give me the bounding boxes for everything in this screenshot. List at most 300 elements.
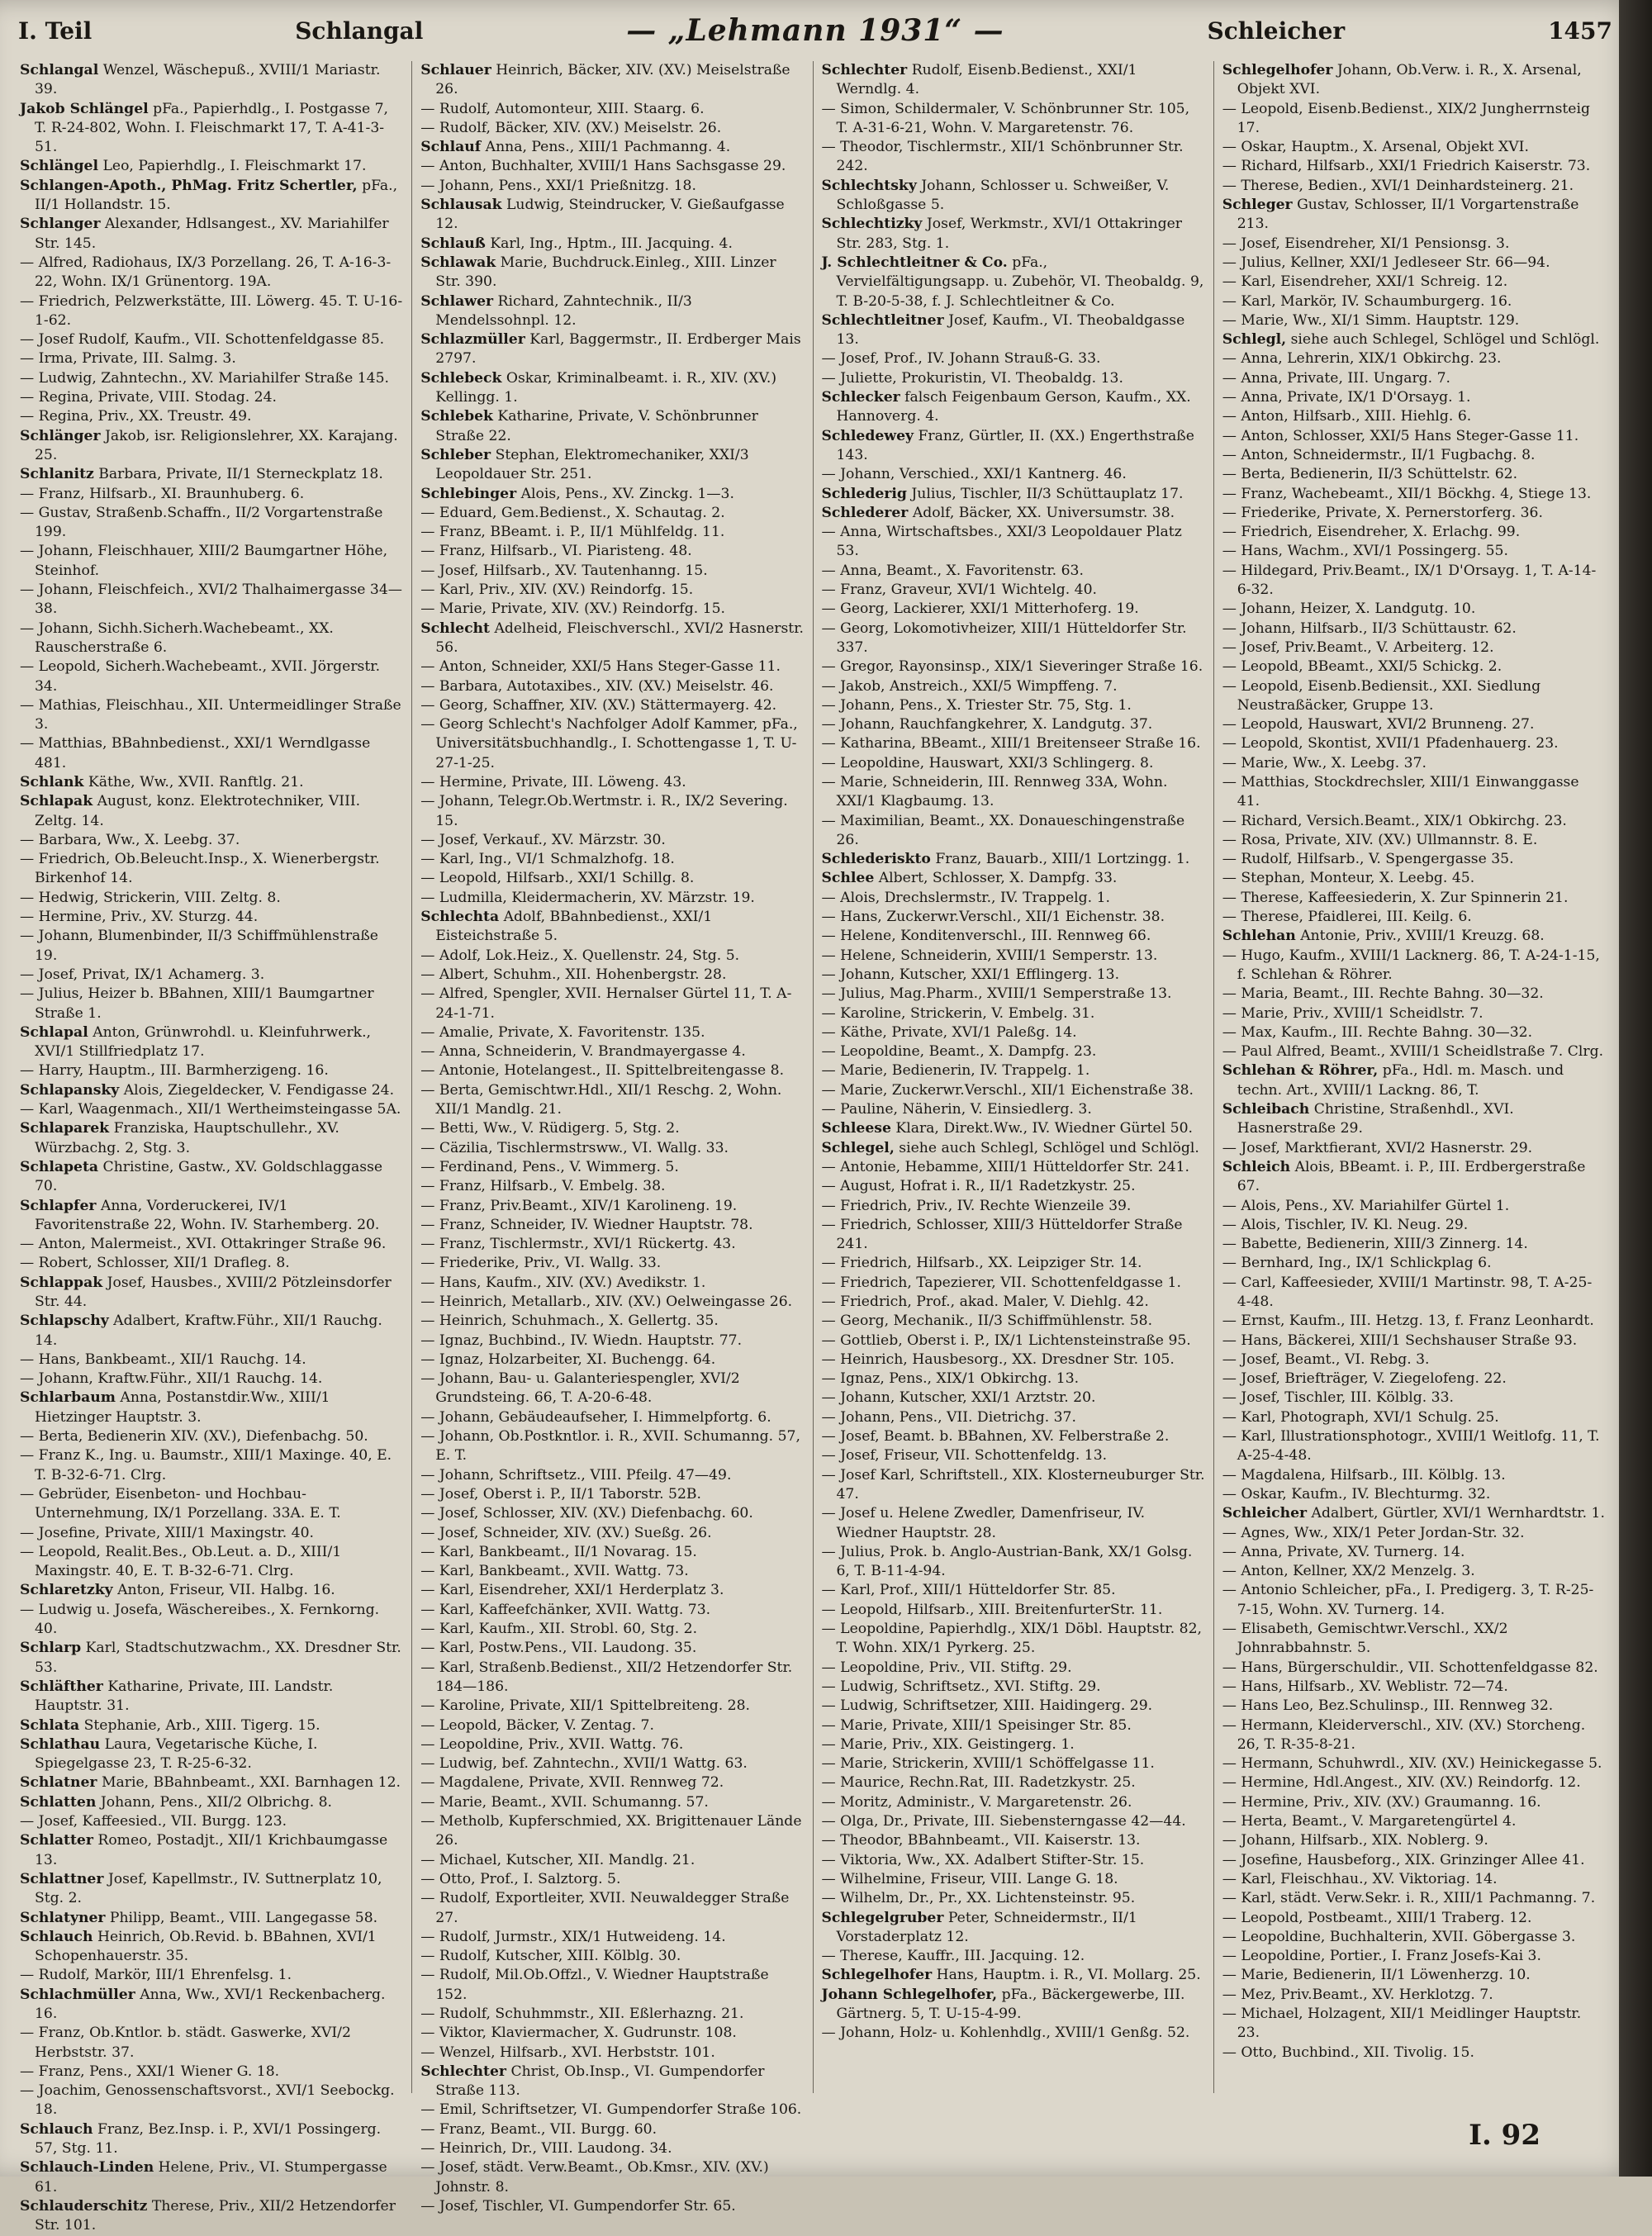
directory-entry (420, 966, 804, 985)
directory-entry (420, 2044, 804, 2063)
entry-details: — Ludwig, Zahntechn., XV. Mariahilfer Straße 145. (20, 369, 390, 387)
entry-details: Peter, Schneidermstr., II/1 Vorstaderplatz 12. (836, 1909, 1137, 1945)
directory-entry (1222, 1235, 1606, 1254)
directory-entry (20, 1427, 403, 1446)
entry-details: Albert, Schlosser, X. Dampfg. 33. (878, 870, 1118, 887)
entry-details: — Cäzilia, Tischlermstrsww., VI. Wallg. 33. (420, 1139, 729, 1156)
directory-entry (822, 1332, 1205, 1351)
entry-details: — Franz K., Ing. u. Baumstr., XIII/1 Maxinge. 40, E. T. B-32-6-71. Clrg. (20, 1447, 392, 1484)
directory-entry (1222, 1831, 1606, 1850)
directory-entry (822, 1754, 1205, 1773)
book-spine-shadow (1619, 0, 1652, 2177)
entry-details: — Elisabeth, Gemischtwr.Verschl., XX/2 Johnrabbahnstr. 5. (1222, 1621, 1508, 1657)
entry-details: — Rudolf, Automonteur, XIII. Staarg. 6. (420, 100, 705, 117)
entry-details: — Heinrich, Hausbesorg., XX. Dresdner Str. 105. (821, 1351, 1175, 1368)
directory-entry (1222, 1851, 1606, 1870)
entry-details: — Leopold, Eisenb.Bedienst., XIX/2 Jungherrnsteig 17. (1222, 100, 1590, 136)
entry-details: — Theodor, Tischlermstr., XII/1 Schönbrunner Str. 242. (821, 139, 1184, 175)
entry-name: Schlederiskto (821, 851, 931, 868)
directory-entry (1222, 235, 1606, 254)
directory-entry (420, 1042, 804, 1061)
directory-entry (822, 1504, 1205, 1543)
entry-details: — Leopold, Hilfsarb., XXI/1 Schillg. 8. (420, 870, 695, 887)
directory-entry (420, 831, 804, 850)
directory-entry (20, 696, 403, 735)
entry-name: Schlebeck (420, 369, 502, 387)
directory-entry (420, 908, 804, 947)
entry-details: Antonie, Priv., XVIII/1 Kreuzg. 68. (1300, 928, 1545, 945)
directory-entry (822, 1909, 1205, 1948)
directory-entry (20, 1023, 403, 1062)
entry-details: — Herta, Beamt., V. Margaretengürtel 4. (1222, 1813, 1517, 1830)
directory-entry (1222, 715, 1606, 734)
directory-entry (20, 1812, 403, 1831)
directory-entry (1222, 1581, 1606, 1620)
entry-details: — Otto, Buchbind., XII. Tivolig. 15. (1222, 2044, 1474, 2061)
entry-details: — Anton, Schneider, XXI/5 Hans Steger-Gasse 11. (420, 658, 781, 676)
entry-name: Schlegelhofer (1222, 62, 1333, 78)
entry-details: — Josef, Oberst i. P., II/1 Taborstr. 52B. (420, 1485, 702, 1503)
directory-entry (1222, 1947, 1606, 1966)
entry-details: — Karl, Photograph, XVI/1 Schulg. 25. (1222, 1408, 1499, 1426)
directory-entry (1222, 1697, 1606, 1716)
directory-entry (822, 966, 1205, 985)
directory-entry (20, 1485, 403, 1524)
directory-entry (1222, 1427, 1606, 1466)
entry-details: — Karl, Waagenmach., XII/1 Wertheimsteingasse 5A. (20, 1101, 401, 1118)
directory-entry (1222, 523, 1606, 542)
directory-entry (822, 947, 1205, 966)
column-3 (814, 61, 1214, 2093)
entry-name: Schlechta (420, 909, 500, 926)
entry-details: — Leopold, Eisenb.Bediensit., XXI. Siedlung Neustraßäcker, Gruppe 13. (1222, 677, 1541, 714)
entry-details: — Heinrich, Metallarb., XIV. (XV.) Oelweingasse 26. (420, 1294, 793, 1310)
entry-details: siehe auch Schlegl, Schlögel und Schlögl. (899, 1139, 1199, 1156)
directory-entry (20, 465, 403, 484)
directory-entry (1222, 369, 1606, 388)
directory-entry (20, 1831, 403, 1870)
entry-details: — Irma, Private, III. Salmg. 3. (20, 350, 236, 368)
directory-entry (1222, 273, 1606, 292)
entry-details: — Leopold, Bäcker, V. Zentag. 7. (420, 1716, 654, 1734)
directory-entry (1222, 1966, 1606, 1985)
entry-details: — Ludwig u. Josefa, Wäschereibes., X. Fernkorng. 40. (20, 1601, 380, 1638)
directory-entry (420, 254, 804, 292)
entry-details: — Franz, Schneider, IV. Wiedner Hauptstr. 78. (420, 1216, 753, 1233)
directory-entry (822, 1889, 1205, 1908)
entry-details: — Karl, Kaufm., XII. Strobl. 60, Stg. 2. (420, 1621, 698, 1638)
entry-details: — Josef, Beamt. b. BBahnen, XV. Felberstraße 2. (821, 1428, 1170, 1446)
entry-details: — Matthias, Stockdrechsler, XIII/1 Einwanggasse 41. (1222, 773, 1579, 810)
directory-entry (420, 1197, 804, 1216)
entry-details: Josef, Werkmstr., XVI/1 Ottakringer Str. 283, Stg. 1. (836, 216, 1182, 252)
directory-entry (20, 292, 403, 331)
directory-entry (822, 1947, 1205, 1966)
entry-name: Schlegelhofer (821, 1967, 933, 1984)
entry-details: — Barbara, Autotaxibes., XIV. (XV.) Meiselstr. 46. (420, 677, 774, 695)
entry-details: — Marie, Private, XIV. (XV.) Reindorfg. 15. (420, 601, 726, 618)
directory-entry (1222, 658, 1606, 676)
entry-details: — Marie, Strickerin, XVIII/1 Schöffelgasse 11. (821, 1755, 1155, 1773)
entry-details: — Franz, Pens., XXI/1 Wiener G. 18. (20, 2063, 280, 2080)
entry-name: Schlauch (20, 2120, 93, 2138)
entry-details: — Leopold, Skontist, XVII/1 Pfadenhauerg. 23. (1222, 735, 1559, 752)
entry-name: Schlauch-Linden (20, 2159, 154, 2177)
entry-details: Anna, Vorderuckerei, IV/1 Favoritenstraße 22, Wohn. IV. Starhemberg. 20. (35, 1197, 380, 1233)
entry-details: — Josef, Tischler, VI. Gumpendorfer Str. 65. (420, 2197, 736, 2215)
entry-details: — Julius, Mag.Pharm., XVIII/1 Semperstraße 13. (821, 985, 1172, 1003)
entry-name: Schlata (20, 1716, 80, 1734)
directory-entry (420, 369, 804, 408)
entry-details: Adalbert, Kraftw.Führ., XII/1 Rauchg. 14. (35, 1313, 382, 1349)
directory-entry (420, 407, 804, 446)
directory-entry (420, 600, 804, 619)
directory-entry (1222, 1274, 1606, 1313)
entry-details: — Viktor, Klaviermacher, X. Gudrunstr. 108. (420, 2025, 737, 2042)
entry-details: — Anton, Schneidermstr., II/1 Fugbachg. 8. (1222, 446, 1536, 463)
entry-details: — Marie, Private, XIII/1 Speisinger Str. 85. (821, 1716, 1132, 1734)
entry-details: — Harry, Hauptm., III. Barmherzigeng. 16. (20, 1062, 329, 1080)
directory-entry (822, 1004, 1205, 1023)
entry-details: — Franz, Hilfsarb., XI. Braunhuberg. 6. (20, 485, 305, 502)
entry-details: — Leopoldine, Buchhalterin, XVII. Göbergasse 3. (1222, 1928, 1576, 1945)
directory-entry (1222, 1023, 1606, 1042)
entry-details: Therese, Priv., XII/2 Hetzendorfer Str. 101. (35, 2197, 396, 2234)
directory-entry (420, 1889, 804, 1928)
entry-name: Schlappak (20, 1274, 103, 1291)
entry-details: — Josef, Schneider, XIV. (XV.) Sueßg. 26. (420, 1524, 712, 1541)
directory-entry (1222, 1061, 1606, 1100)
first-keyword: Schlangal (295, 17, 424, 45)
entry-details: Julius, Tischler, II/3 Schüttauplatz 17. (911, 485, 1184, 502)
entry-details: — Marie, Ww., X. Leebg. 37. (1222, 754, 1427, 771)
directory-entry (420, 523, 804, 542)
entry-details: — Antonie, Hotelangest., II. Spittelbreitengasse 8. (420, 1062, 785, 1080)
entry-details: — Karl, Bankbeamt., XVII. Wattg. 73. (420, 1563, 689, 1580)
entry-details: — Ludwig, Schriftsetz., XVI. Stiftg. 29. (821, 1678, 1101, 1695)
entry-details: Oskar, Kriminalbeamt. i. R., XIV. (XV.) Kellingg. 1. (435, 369, 777, 406)
entry-details: — Marie, Schneiderin, III. Rennweg 33A, Wohn. XXI/1 Klagbaumg. 13. (821, 773, 1168, 810)
entry-details: — Franz, BBeamt. i. P., II/1 Mühlfeldg. 11. (420, 524, 725, 541)
entry-details: — Hildegard, Priv.Beamt., IX/1 D'Orsayg. 1, T. A-14-6-32. (1222, 562, 1597, 599)
entry-details: Romeo, Postadjt., XII/1 Krichbaumgasse 13. (35, 1832, 388, 1868)
entry-details: — Georg, Mechanik., II/3 Schiffmühlenstr. 58. (821, 1313, 1153, 1330)
entry-details: — Anna, Beamt., X. Favoritenstr. 63. (821, 562, 1084, 579)
entry-details: — Johann, Kraftw.Führ., XII/1 Rauchg. 14. (20, 1370, 323, 1388)
entry-details: — Karl, Eisendreher, XXI/1 Schreig. 12. (1222, 273, 1508, 291)
directory-entry (420, 1697, 804, 1716)
entry-details: — Wilhelm, Dr., Pr., XX. Lichtensteinstr. 95. (821, 1890, 1136, 1907)
directory-entry (420, 1620, 804, 1639)
entry-details: — Gottlieb, Oberst i. P., IX/1 Lichtensteinstraße 95. (821, 1332, 1191, 1349)
directory-entry (420, 1735, 804, 1754)
entry-details: — Leopold, Hauswart, XVI/2 Brunneng. 27. (1222, 716, 1535, 733)
entry-details: siehe auch Schlegel, Schlögel und Schlögl. (1290, 331, 1600, 349)
directory-entry (420, 1139, 804, 1158)
entry-name: Schlanitz (20, 466, 94, 483)
entry-details: — Hans, Wachm., XVI/1 Possingerg. 55. (1222, 543, 1508, 560)
directory-entry (420, 542, 804, 561)
entry-details: — Karl, Postw.Pens., VII. Laudong. 35. (420, 1640, 697, 1657)
directory-entry (1222, 1909, 1606, 1928)
directory-entry (420, 1332, 804, 1351)
directory-entry (420, 869, 804, 888)
entry-details: pFa., II/1 Hollandstr. 15. (35, 177, 398, 214)
entry-details: Josef, Kapellmstr., IV. Suttnerplatz 10, Stg. 2. (35, 1870, 382, 1907)
directory-entry (822, 1870, 1205, 1889)
directory-entry (420, 1177, 804, 1196)
entry-details: — Johann, Pens., X. Triester Str. 75, Stg. 1. (821, 696, 1132, 714)
entry-details: — Berta, Gemischtwr.Hdl., XII/1 Reschg. 2, Wohn. XII/1 Mandlg. 21. (420, 1081, 782, 1118)
entry-details: — Johann, Fleischhauer, XIII/2 Baumgartner Höhe, Steinhof. (20, 543, 388, 579)
directory-entry (822, 889, 1205, 908)
entry-details: — Johann, Heizer, X. Landgutg. 10. (1222, 601, 1476, 618)
directory-entry (20, 1100, 403, 1119)
entry-details: — Helene, Schneiderin, XVIII/1 Semperstr. 13. (821, 947, 1158, 964)
entry-details: — Karl, Markör, IV. Schaumburgerg. 16. (1222, 292, 1512, 310)
entry-details: — Marie, Ww., XI/1 Simm. Hauptstr. 129. (1222, 311, 1520, 329)
directory-entry (822, 1100, 1205, 1119)
directory-entry (822, 1697, 1205, 1716)
directory-entry (822, 427, 1205, 466)
directory-entry (1222, 1216, 1606, 1235)
directory-entry (822, 1427, 1205, 1446)
directory-entry (20, 100, 403, 158)
publication-title: — „Lehmann 1931“ — (626, 13, 1004, 48)
entry-details: — Oskar, Hauptm., X. Arsenal, Objekt XVI. (1222, 139, 1529, 156)
entry-details: Franz, Bauarb., XIII/1 Lortzingg. 1. (935, 851, 1190, 868)
entry-name: Schlausak (420, 197, 502, 214)
entry-details: — Karl, städt. Verw.Sekr. i. R., XIII/1 Pachmanng. 7. (1222, 1890, 1596, 1907)
directory-entry (1222, 1620, 1606, 1659)
entry-details: — Josef u. Helene Zwedler, Damenfriseur, IV. Wiedner Hauptstr. 28. (821, 1505, 1146, 1541)
directory-entry (822, 1197, 1205, 1216)
entry-details: — Hermine, Private, III. Löweng. 43. (420, 773, 686, 790)
entry-details: — Georg, Lackierer, XXI/1 Mitterhoferg. 19. (821, 601, 1139, 618)
column-2 (412, 61, 813, 2215)
directory-entry (420, 773, 804, 792)
directory-entry (420, 292, 804, 331)
directory-entry (822, 734, 1205, 753)
directory-entry (822, 1158, 1205, 1177)
entry-details: — Marie, Priv., XVIII/1 Scheidlstr. 7. (1222, 1004, 1483, 1022)
directory-entry (822, 1735, 1205, 1754)
entry-details: — Magdalene, Private, XVII. Rennweg 72. (420, 1774, 724, 1792)
entry-name: Schlederer (821, 504, 909, 521)
directory-entry (20, 2158, 403, 2197)
directory-entry (420, 1427, 804, 1466)
entry-name: Schlauderschitz (20, 2197, 148, 2215)
directory-entry (420, 1504, 804, 1523)
directory-entry (20, 407, 403, 426)
entry-details: — Alois, Tischler, IV. Kl. Neug. 29. (1222, 1216, 1469, 1233)
entry-details: — Johann, Holz- u. Kohlenhdlg., XVIII/1 Genßg. 52. (821, 2025, 1190, 2042)
directory-entry (1222, 754, 1606, 773)
directory-entry (420, 581, 804, 600)
directory-entry (20, 658, 403, 696)
entry-name: Schlebinger (420, 485, 517, 502)
directory-entry (822, 100, 1205, 139)
entry-details: — Franz, Beamt., VII. Burgg. 60. (420, 2120, 657, 2138)
directory-entry (822, 485, 1205, 504)
entry-details: Johann, Pens., XII/2 Olbrichg. 8. (100, 1793, 333, 1811)
entry-details: — Leopoldine, Priv., VII. Stiftg. 29. (821, 1659, 1072, 1676)
entry-name: Schlanger (20, 216, 101, 233)
directory-entry (1222, 620, 1606, 639)
entry-details: — Maria, Beamt., III. Rechte Bahng. 30—32. (1222, 985, 1544, 1003)
directory-entry (822, 927, 1205, 946)
directory-entry (1222, 254, 1606, 273)
entry-details: falsch Feigenbaum Gerson, Kaufm., XX. Hannoverg. 4. (836, 389, 1191, 425)
entry-name: Schledewey (821, 427, 914, 444)
directory-entry (20, 581, 403, 620)
directory-entry (1222, 850, 1606, 869)
entry-details: Adolf, Bäcker, XX. Universumstr. 38. (912, 504, 1175, 521)
entry-details: — Wenzel, Hilfsarb., XVI. Herbststr. 101. (420, 2044, 715, 2061)
entry-details: — Franz, Hilfsarb., V. Embelg. 38. (420, 1178, 666, 1195)
directory-entry (822, 1312, 1205, 1331)
directory-entry (20, 1524, 403, 1543)
entry-name: Schlapeta (20, 1158, 99, 1175)
directory-entry (1222, 1659, 1606, 1678)
entry-details: — Johann, Pens., VII. Dietrichg. 37. (821, 1408, 1076, 1426)
directory-entry (1222, 985, 1606, 1004)
directory-entry (420, 1870, 804, 1889)
entry-name: Schlattner (20, 1870, 104, 1887)
directory-entry (420, 1793, 804, 1812)
entry-details: Alois, Ziegeldecker, V. Fendigasse 24. (123, 1081, 395, 1099)
directory-entry (1222, 177, 1606, 196)
directory-entry (420, 889, 804, 908)
entry-details: Laura, Vegetarische Küche, I. Spiegelgasse 23, T. R-25-6-32. (35, 1735, 318, 1773)
entry-details: — Josef, Beamt., VI. Rebg. 3. (1222, 1351, 1430, 1368)
directory-entry (20, 369, 403, 388)
directory-entry (822, 773, 1205, 812)
directory-entry (822, 581, 1205, 600)
directory-entry (822, 562, 1205, 581)
directory-entry (420, 1216, 804, 1235)
directory-entry (822, 908, 1205, 927)
entry-details: Katharine, Private, V. Schönbrunner Straße 22. (435, 408, 758, 444)
entry-details: — Rudolf, Exportleiter, XVII. Neuwaldegger Straße 27. (420, 1890, 790, 1926)
entry-details: — Gebrüder, Eisenbeton- und Hochbau-Unternehmung, IX/1 Porzellang. 33A. E. T. (20, 1485, 341, 1522)
directory-entry (420, 196, 804, 235)
directory-entry (1222, 1351, 1606, 1370)
directory-entry (20, 1254, 403, 1273)
directory-entry (822, 311, 1205, 350)
entry-details: — Karl, Prof., XIII/1 Hütteldorfer Str. 85. (821, 1582, 1116, 1599)
entry-details: — Josef, Priv.Beamt., V. Arbeiterg. 12. (1222, 639, 1494, 656)
entry-details: Johann, Ob.Verw. i. R., X. Arsenal, Objekt XVI. (1237, 62, 1582, 98)
entry-details: — Franz, Hilfsarb., VI. Piaristeng. 48. (420, 543, 692, 560)
directory-entry (20, 2082, 403, 2120)
directory-entry (420, 1235, 804, 1254)
entry-details: — Viktoria, Ww., XX. Adalbert Stifter-Str. 15. (821, 1851, 1145, 1868)
entry-name: Schlauch (20, 1928, 93, 1945)
entry-name: J. Schlechtleitner & Co. (821, 254, 1008, 271)
entry-details: — Anna, Private, IX/1 D'Orsayg. 1. (1222, 389, 1471, 406)
directory-entry (822, 985, 1205, 1004)
entry-details: — Josef, Hilfsarb., XV. Tautenhanng. 15. (420, 562, 708, 579)
directory-entry (20, 388, 403, 407)
entry-details: Heinrich, Bäcker, XIV. (XV.) Meiselstraße 26. (435, 62, 790, 98)
entry-details: — Emil, Schriftsetzer, VI. Gumpendorfer Straße 106. (420, 2101, 802, 2119)
entry-details: — Karl, Illustrationsphotogr., XVIII/1 Weitlofg. 11, T. A-25-4-48. (1222, 1428, 1600, 1465)
entry-details: — Oskar, Kaufm., IV. Blechturmg. 32. (1222, 1485, 1491, 1503)
directory-entry (1222, 1466, 1606, 1485)
directory-entry (822, 850, 1205, 869)
entry-details: — Hermann, Schuhwrdl., XIV. (XV.) Heinickegasse 5. (1222, 1755, 1602, 1773)
directory-entry (1222, 157, 1606, 176)
entry-details: — Friedrich, Schlosser, XIII/3 Hütteldorfer Straße 241. (821, 1216, 1183, 1253)
directory-entry (1222, 1042, 1606, 1061)
directory-entry (1222, 2044, 1606, 2063)
directory-entry (420, 850, 804, 869)
directory-entry (420, 100, 804, 119)
directory-entry (822, 1620, 1205, 1659)
directory-entry (20, 1543, 403, 1582)
directory-entry (822, 620, 1205, 658)
entry-details: — Mez, Priv.Beamt., XV. Herklotzg. 7. (1222, 1986, 1493, 2003)
entry-details: — Josef, städt. Verw.Beamt., Ob.Kmsr., XIV. (XV.) Johnstr. 8. (420, 2159, 769, 2196)
entry-details: — Eduard, Gem.Bedienst., X. Schautag. 2. (420, 504, 725, 521)
directory-entry (1222, 1678, 1606, 1697)
entry-name: Schlapansky (20, 1081, 120, 1099)
entry-details: — Anna, Private, XV. Turnerg. 14. (1222, 1543, 1465, 1560)
directory-entry (822, 523, 1205, 562)
entry-name: Johann Schlegelhofer, (821, 1986, 998, 2003)
entry-name: Schlee (821, 870, 875, 887)
directory-entry (20, 2024, 403, 2063)
entry-details: Karl, Stadtschutzwachm., XX. Dresdner Str. 53. (35, 1640, 401, 1676)
directory-entry (420, 1773, 804, 1792)
entry-details: Franz, Gürtler, II. (XX.) Engerthstraße 143. (836, 427, 1194, 463)
page-number: 1457 (1548, 17, 1612, 45)
entry-details: Hans, Hauptm. i. R., VI. Mollarg. 25. (936, 1967, 1201, 1984)
entry-details: — Rosa, Private, XIV. (XV.) Ullmannstr. 8. E. (1222, 831, 1538, 848)
entry-details: Franziska, Hauptschullehr., XV. Würzbachg. 2, Stg. 3. (35, 1120, 339, 1156)
directory-entry (1222, 311, 1606, 330)
directory-entry (420, 138, 804, 157)
entry-details: — Hedwig, Strickerin, VIII. Zeltg. 8. (20, 889, 281, 906)
directory-entry (420, 1274, 804, 1293)
entry-name: Schlauf (420, 139, 482, 156)
entry-name: Schlechtizky (821, 216, 923, 233)
column-4 (1214, 61, 1614, 2093)
directory-entry (420, 177, 804, 196)
directory-entry (420, 696, 804, 715)
entry-details: Anton, Grünwrohdl. u. Kleinfuhrwerk., XVI/1 Stillfriedplatz 17. (35, 1023, 372, 1061)
entry-details: — Anton, Hilfsarb., XIII. Hiehlg. 6. (1222, 408, 1472, 425)
directory-entry (1222, 1254, 1606, 1273)
entry-details: August, konz. Elektrotechniker, VIII. Zeltg. 14. (35, 793, 361, 829)
directory-entry (1222, 1004, 1606, 1023)
entry-details: pFa., Vervielfältigungsapp. u. Zubehör, VI. Theobaldg. 9, T. B-20-5-38, f. J. Schlechtleitner & Co. (836, 254, 1204, 310)
entry-details: — Robert, Schlosser, XII/1 Drafleg. 8. (20, 1255, 290, 1272)
entry-details: — Franz, Priv.Beamt., XIV/1 Karolineng. 19. (420, 1197, 738, 1214)
entry-name: Schlauß (420, 235, 486, 252)
directory-entry (20, 1312, 403, 1351)
entry-details: — Johann, Verschied., XXI/1 Kantnerg. 46. (821, 466, 1127, 483)
entry-details: Käthe, Ww., XVII. Ranftlg. 21. (88, 773, 304, 790)
entry-details: Gustav, Schlosser, II/1 Vorgartenstraße 213. (1237, 197, 1579, 233)
directory-entry (822, 1081, 1205, 1100)
directory-entry (822, 600, 1205, 619)
directory-entry (420, 1754, 804, 1773)
entry-details: — Friederike, Private, X. Pernerstorferg. 36. (1222, 504, 1543, 521)
directory-entry (20, 1986, 403, 2025)
entry-details: — Josef, Marktfierant, XVI/2 Hasnerstr. 29. (1222, 1139, 1533, 1156)
